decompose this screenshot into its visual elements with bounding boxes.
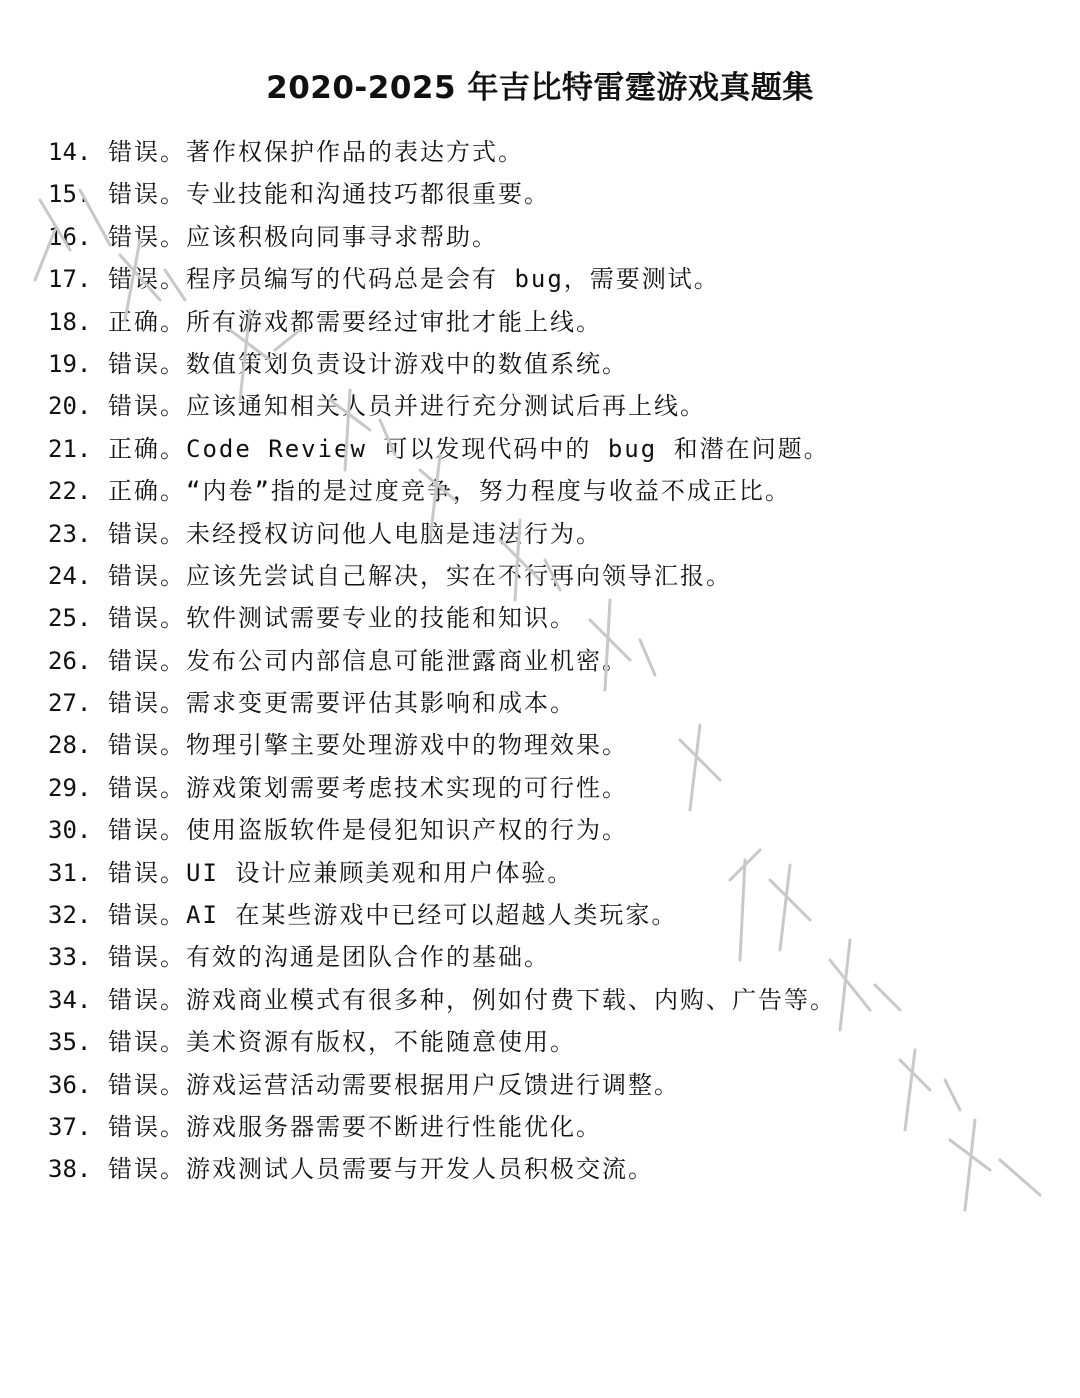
answer-number: 31.	[48, 858, 92, 887]
answer-item	[48, 343, 1048, 385]
answer-text: 错误。游戏测试人员需要与开发人员积极交流。	[108, 1155, 654, 1184]
answer-number: 17.	[48, 265, 92, 294]
answer-text: 错误。专业技能和沟通技巧都很重要。	[108, 180, 550, 209]
answer-number: 14.	[48, 138, 92, 166]
answer-text: 错误。发布公司内部信息可能泄露商业机密。	[108, 646, 628, 675]
answer-number: 33.	[48, 943, 92, 972]
answer-number: 36.	[48, 1070, 92, 1099]
answer-number: 25.	[48, 604, 92, 633]
answer-number: 32.	[48, 901, 92, 930]
answer-item	[48, 979, 1048, 1021]
answer-list	[48, 131, 1048, 1191]
answer-number: 37.	[48, 1112, 92, 1141]
answer-item	[48, 258, 1048, 300]
answer-number: 35.	[48, 1028, 92, 1057]
answer-number: 18.	[48, 307, 92, 336]
answer-text: 错误。应该积极向同事寻求帮助。	[108, 222, 498, 251]
answer-text: 错误。数值策划负责设计游戏中的数值系统。	[108, 349, 628, 378]
answer-number: 28.	[48, 731, 92, 760]
answer-item	[48, 131, 1048, 173]
answer-text: 错误。游戏运营活动需要根据用户反馈进行调整。	[108, 1070, 680, 1099]
answer-text: 错误。AI 在某些游戏中已经可以超越人类玩家。	[108, 901, 678, 930]
answer-text: 错误。物理引擎主要处理游戏中的物理效果。	[108, 731, 628, 760]
answer-number: 34.	[48, 985, 92, 1014]
answer-item	[48, 513, 1048, 555]
answer-number: 23.	[48, 519, 92, 548]
answer-item	[48, 1106, 1048, 1148]
page-title: 2020-2025 年吉比特雷霆游戏真题集	[266, 70, 814, 106]
answer-item	[48, 555, 1048, 597]
answer-text: 错误。软件测试需要专业的技能和知识。	[108, 604, 576, 633]
answer-item	[48, 724, 1048, 766]
answer-number: 19.	[48, 349, 92, 378]
answer-item	[48, 470, 1048, 512]
answer-text: 错误。UI 设计应兼顾美观和用户体验。	[108, 858, 574, 887]
answer-number: 22.	[48, 477, 92, 506]
answer-text: 正确。“内卷”指的是过度竞争，努力程度与收益不成正比。	[108, 477, 791, 506]
answer-text: 错误。有效的沟通是团队合作的基础。	[108, 943, 550, 972]
answer-text: 错误。应该先尝试自己解决，实在不行再向领导汇报。	[108, 561, 732, 590]
answer-number: 38.	[48, 1155, 92, 1184]
answer-text: 正确。所有游戏都需要经过审批才能上线。	[108, 307, 602, 336]
answer-number: 30.	[48, 816, 92, 845]
answer-text: 错误。游戏服务器需要不断进行性能优化。	[108, 1112, 602, 1141]
answer-text: 错误。程序员编写的代码总是会有 bug，需要测试。	[108, 265, 720, 294]
answer-number: 15.	[48, 180, 92, 209]
answer-item	[48, 216, 1048, 258]
answer-text: 错误。需求变更需要评估其影响和成本。	[108, 689, 576, 718]
answer-text: 错误。美术资源有版权，不能随意使用。	[108, 1028, 576, 1057]
answer-item	[48, 597, 1048, 639]
answer-item	[48, 640, 1048, 682]
answer-item	[48, 428, 1048, 470]
answer-number: 20.	[48, 392, 92, 421]
answer-item	[48, 682, 1048, 724]
answer-item	[48, 1148, 1048, 1190]
answer-text: 错误。未经授权访问他人电脑是违法行为。	[108, 519, 602, 548]
answer-number: 26.	[48, 646, 92, 675]
answer-item	[48, 894, 1048, 936]
answer-item	[48, 301, 1048, 343]
answer-number: 29.	[48, 773, 92, 802]
answer-text: 错误。游戏商业模式有很多种，例如付费下载、内购、广告等。	[108, 985, 836, 1014]
answer-text: 错误。游戏策划需要考虑技术实现的可行性。	[108, 773, 628, 802]
answer-number: 27.	[48, 689, 92, 718]
answer-number: 24.	[48, 561, 92, 590]
answer-item	[48, 1021, 1048, 1063]
answer-number: 21.	[48, 434, 92, 463]
answer-text: 错误。著作权保护作品的表达方式。	[108, 138, 524, 166]
answer-item	[48, 385, 1048, 427]
answer-item	[48, 1064, 1048, 1106]
answer-text: 错误。使用盗版软件是侵犯知识产权的行为。	[108, 816, 628, 845]
answer-text: 正确。Code Review 可以发现代码中的 bug 和潜在问题。	[108, 434, 830, 463]
answer-item	[48, 809, 1048, 851]
answer-text: 错误。应该通知相关人员并进行充分测试后再上线。	[108, 392, 706, 421]
answer-item	[48, 767, 1048, 809]
answer-item	[48, 173, 1048, 215]
answer-item	[48, 936, 1048, 978]
answer-number: 16.	[48, 222, 92, 251]
answer-item	[48, 852, 1048, 894]
